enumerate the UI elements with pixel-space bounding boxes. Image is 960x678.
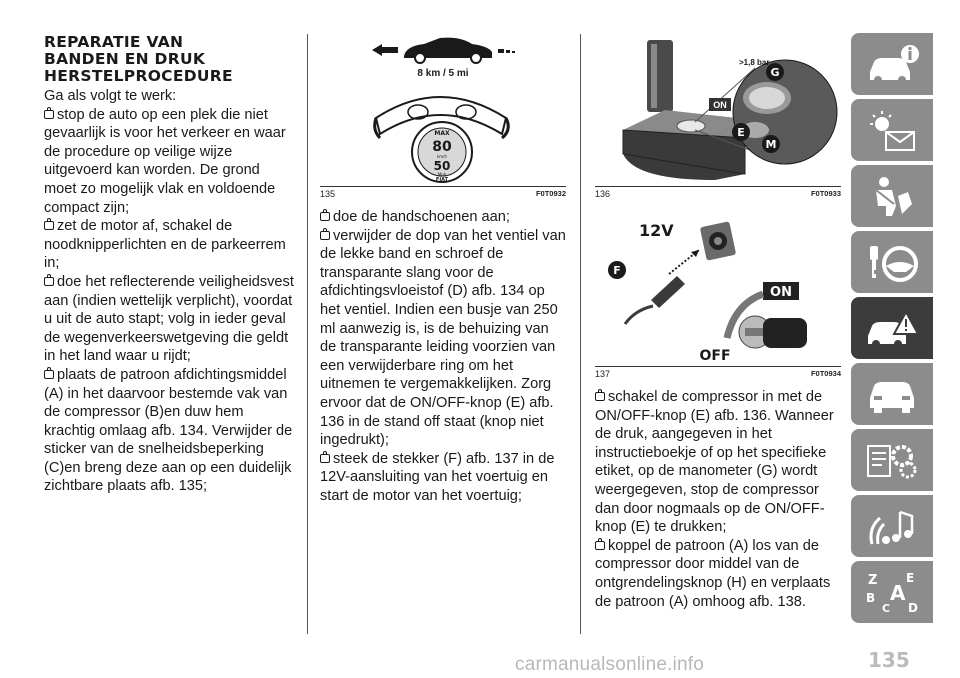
index-letter-z: Z xyxy=(868,573,878,588)
tab-index[interactable] xyxy=(851,561,933,623)
section-title xyxy=(44,34,296,85)
figure-136 xyxy=(595,34,841,200)
column-divider-2 xyxy=(580,34,581,634)
bullet-icon xyxy=(44,221,54,230)
car-info-icon xyxy=(862,42,922,86)
bullet-icon xyxy=(320,231,330,240)
speed-label: 8 km / 5 mi xyxy=(417,68,469,79)
warning-light-icon xyxy=(862,108,922,152)
sticker-unit-1: km/h xyxy=(436,154,448,159)
bullet-text: zet de motor af, schakel de noodknipperlichten en de parkeerrem in; xyxy=(44,218,286,272)
bullet-icon xyxy=(595,392,605,401)
figure-number: 137 xyxy=(595,369,611,379)
voltage-label: 12V xyxy=(639,221,674,240)
car-emergency-icon xyxy=(862,306,922,350)
index-letter-d: D xyxy=(908,601,918,614)
sticker-value-1: 80 xyxy=(432,139,452,155)
tab-maintenance[interactable] xyxy=(851,363,933,425)
key-steering-wheel-icon xyxy=(862,240,922,284)
tab-car-info[interactable] xyxy=(851,33,933,95)
figure-caption xyxy=(595,186,841,200)
bullet-icon xyxy=(44,110,54,119)
figure-number: 135 xyxy=(320,189,336,199)
sticker-bottom: FIAT xyxy=(435,177,449,183)
speed-limit-illustration xyxy=(320,34,566,186)
figure-caption xyxy=(595,366,841,380)
figure-number: 136 xyxy=(595,189,611,199)
bullet-icon xyxy=(320,454,330,463)
title-line-1: REPARATIE VAN xyxy=(44,33,184,51)
off-label: OFF xyxy=(699,348,731,364)
tab-emergency[interactable] xyxy=(851,297,933,359)
bullet-text: stop de auto op een plek die niet gevaarlijk is voor het verkeer en waar de procedure op veilige wijze uitgevoerd kan worden. De grond moet zo mogelijk vlak en voldoende compact zijn; xyxy=(44,106,286,216)
figure-137 xyxy=(595,214,841,380)
letter-g: G xyxy=(770,66,780,79)
on-badge-label: ON xyxy=(770,285,792,300)
column-divider-1 xyxy=(307,34,308,634)
column-2 xyxy=(320,34,566,506)
bullet-item xyxy=(320,208,566,227)
column-3 xyxy=(595,34,841,611)
bullet-text: doe het reflecterende veiligheidsvest aan (indien wettelijk verplicht), voordat u uit de auto stapt; volg in ieder geval de wegenverkeerswetgeving die geldt in het land waar u rijdt; xyxy=(44,273,294,365)
music-nav-icon xyxy=(862,504,922,548)
watermark: carmanualsonline.info xyxy=(515,654,705,675)
bullet-icon xyxy=(595,541,605,550)
index-letter-c: C xyxy=(882,602,891,614)
bullet-text: plaats de patroon afdichtingsmiddel (A) in het daarvoor bestemde vak van de compressor (B)en duw hem krachtig omlaag afb. 134. Verwijder de sticker van de snelheidsbeperking (C)en breng deze aan op een duidelijk zichtbare plaats afb. 135; xyxy=(44,366,293,495)
power-socket-illustration xyxy=(595,214,841,366)
title-line-2: BANDEN EN DRUK xyxy=(44,50,206,68)
bullet-item xyxy=(44,366,296,496)
seat-safety-icon xyxy=(862,174,922,218)
figure-code: F0T0933 xyxy=(810,189,841,198)
bullet-text: schakel de compressor in met de ON/OFF-knop (E) afb. 136. Wanneer de druk, aangegeven in het instructieboekje of op het specifieke etiket, op de manometer (G) wordt weergegeven, stop de compressor dan door nogmaals op de ON/OFF-knop (E) te drukken; xyxy=(595,389,834,536)
bullet-item xyxy=(44,217,296,273)
alphabetic-index-icon xyxy=(862,570,922,614)
bullet-item xyxy=(320,450,566,506)
bullet-item xyxy=(320,227,566,450)
sticker-top: MAX xyxy=(434,130,450,137)
bullet-icon xyxy=(44,277,54,286)
bullet-item xyxy=(595,537,841,611)
letter-e: E xyxy=(737,126,745,139)
title-line-3: HERSTELPROCEDURE xyxy=(44,67,233,85)
figure-code: F0T0934 xyxy=(810,369,841,378)
bullet-icon xyxy=(44,370,54,379)
index-letter-b: B xyxy=(866,591,876,605)
bullet-item xyxy=(595,388,841,537)
tab-warning-lights[interactable] xyxy=(851,99,933,161)
on-label: ON xyxy=(713,100,727,110)
bullet-text: koppel de patroon (A) los van de compressor door middel van de ontgrendelingsknop (H) en verplaats de patroon (A) omhoog afb. 138. xyxy=(595,537,831,610)
page-number: 135 xyxy=(868,648,910,672)
figure-caption xyxy=(320,186,566,200)
figure-135 xyxy=(320,34,566,200)
bullet-text: verwijder de dop van het ventiel van de lekke band en schroef de transparante slang voor de afdichtingsvloeistof (D) afb. 134 op het ventiel. Indien een busje van 250 ml aanwezig is, is de behuizing van de transparante leiding voorzien van een verwijderbare ring om het uitnemen te vergemakkelijken. Zorg ervoor dat de ON/OFF-knop (E) afb. 136 in de stand off staat (knop niet ingedrukt); xyxy=(320,227,566,449)
chapter-sidebar xyxy=(851,33,933,627)
compressor-illustration xyxy=(595,34,841,186)
tab-start-drive[interactable] xyxy=(851,231,933,293)
sticker-value-2: 50 xyxy=(433,159,451,173)
bullet-icon xyxy=(320,212,330,221)
gear-specs-icon xyxy=(862,438,922,482)
column-1 xyxy=(44,34,296,496)
bullet-item xyxy=(44,273,296,366)
index-letter-a: A xyxy=(890,581,906,605)
bullet-item xyxy=(44,106,296,218)
sticker-unit-2: Mph xyxy=(437,172,447,177)
intro-text: Ga als volgt te werk: xyxy=(44,88,177,104)
pressure-label: >1,8 bar xyxy=(739,58,770,67)
figure-code: F0T0932 xyxy=(535,189,566,198)
tab-technical-data[interactable] xyxy=(851,429,933,491)
car-maintenance-icon xyxy=(862,372,922,416)
bullet-text: doe de handschoenen aan; xyxy=(333,209,510,225)
bullet-text: steek de stekker (F) afb. 137 in de 12V-aansluiting van het voertuig en start de motor van het voertuig; xyxy=(320,450,555,504)
tab-multimedia[interactable] xyxy=(851,495,933,557)
tab-safety[interactable] xyxy=(851,165,933,227)
index-letter-e: E xyxy=(906,571,915,585)
letter-m: M xyxy=(765,138,777,151)
letter-f: F xyxy=(613,264,621,277)
